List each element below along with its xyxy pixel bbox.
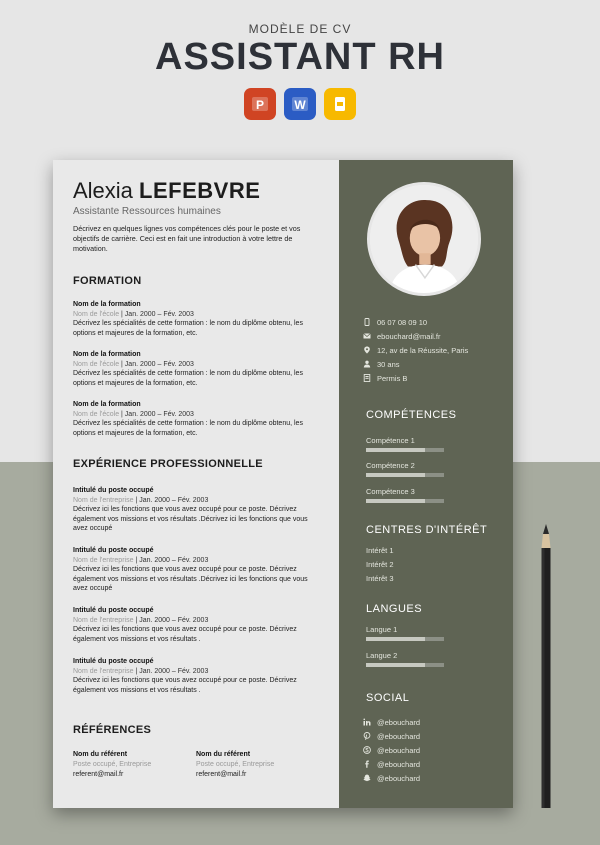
- formation-entry: [73, 300, 323, 338]
- first-name: Alexia: [73, 178, 133, 203]
- skill-bar-fill: [366, 499, 425, 503]
- phone-icon: [363, 317, 377, 327]
- svg-text:P: P: [255, 98, 265, 112]
- entry-meta: [73, 360, 323, 370]
- entry-description: Décrivez les spécialités de cette formation : le nom du diplôme obtenu, les options et majeures de la formation, etc.: [73, 320, 303, 337]
- entry-description: Décrivez ici les fonctions que vous avez occupé pour ce poste. Décrivez également vos missions et vos résultats .: [73, 677, 297, 694]
- skill-bar: [366, 499, 444, 503]
- word-icon[interactable]: [284, 88, 316, 120]
- job-role: Assistante Ressources humaines: [73, 206, 221, 217]
- experience-entry: [73, 606, 323, 644]
- entry-title: Intitulé du poste occupé: [73, 607, 154, 614]
- pinterest-icon: [363, 731, 377, 741]
- entry-dates: | Jan. 2000 – Fév. 2003: [135, 616, 209, 624]
- phone-text: 06 07 08 09 10: [377, 317, 428, 327]
- language-label: Langue 1: [366, 625, 398, 634]
- entry-title: Nom de la formation: [73, 351, 141, 358]
- powerpoint-icon[interactable]: [244, 88, 276, 120]
- language-bar-fill: [366, 663, 425, 667]
- entry-title: Nom de la formation: [73, 301, 141, 308]
- experience-title: EXPÉRIENCE PROFESSIONNELLE: [73, 458, 263, 470]
- skill-bar: [366, 448, 444, 452]
- profile-photo: [367, 182, 481, 296]
- reference-email[interactable]: referent@mail.fr: [73, 771, 124, 778]
- pencil-decoration: [540, 524, 552, 809]
- entry-description: Décrivez les spécialités de cette formation : le nom du diplôme obtenu, les options et majeures de la formation, etc.: [73, 370, 303, 387]
- social-skype[interactable]: [363, 744, 503, 756]
- entry-title: Intitulé du poste occupé: [73, 487, 154, 494]
- skill-bar-fill: [366, 473, 425, 477]
- reference-item: [73, 750, 193, 780]
- social-handle: @ebouchard: [377, 731, 421, 741]
- interest-item: Intérêt 2: [366, 560, 394, 569]
- last-name: LEFEBVRE: [139, 178, 261, 203]
- entry-meta: [73, 410, 323, 420]
- entry-company: Nom de l'entreprise: [73, 556, 134, 564]
- skill-bar: [366, 473, 444, 477]
- language-bar-fill: [366, 637, 425, 641]
- entry-meta: [73, 496, 323, 506]
- reference-email[interactable]: referent@mail.fr: [196, 771, 247, 778]
- entry-description: Décrivez ici les fonctions que vous avez occupé pour ce poste. Décrivez également vos missions et vos résultats .Décrivez ici les fonctions que vous avez occupé: [73, 566, 308, 592]
- contact-license: [363, 372, 503, 384]
- social-handle: @ebouchard: [377, 759, 421, 769]
- entry-description: Décrivez ici les fonctions que vous avez occupé pour ce poste. Décrivez également vos missions et vos résultats .Décrivez ici les fonctions que vous avez occupé: [73, 506, 308, 532]
- skill-bar-fill: [366, 448, 425, 452]
- language-bar: [366, 663, 444, 667]
- contact-age: [363, 358, 503, 370]
- entry-dates: | Jan. 2000 – Fév. 2003: [135, 496, 209, 504]
- entry-school: Nom de l'école: [73, 360, 120, 368]
- interest-item: Intérêt 1: [366, 546, 394, 555]
- license-text: Permis B: [377, 373, 408, 383]
- cv-name: [73, 178, 260, 204]
- entry-title: Nom de la formation: [73, 401, 141, 408]
- mail-icon: [363, 331, 377, 341]
- linkedin-icon: [363, 717, 377, 727]
- skill-label: Compétence 1: [366, 436, 415, 445]
- entry-title: Intitulé du poste occupé: [73, 658, 154, 665]
- interest-item: Intérêt 3: [366, 574, 394, 583]
- cv-main-column: [53, 160, 339, 808]
- location-icon: [363, 345, 377, 355]
- formation-entry: [73, 400, 323, 438]
- facebook-icon: [363, 759, 377, 769]
- entry-dates: | Jan. 2000 – Fév. 2003: [135, 556, 209, 564]
- app-icons: [244, 88, 356, 120]
- references-title: RÉFÉRENCES: [73, 724, 152, 736]
- intro-text: Décrivez en quelques lignes vos compétences clés pour le poste et vos objectifs de carrière. Ceci est en fait une introduction à votre lettre de motivation.: [73, 224, 301, 253]
- skype-icon: [363, 745, 377, 755]
- entry-company: Nom de l'entreprise: [73, 496, 134, 504]
- skill-label: Compétence 3: [366, 487, 415, 496]
- contact-email: [363, 330, 503, 342]
- header-subtitle: MODÈLE DE CV: [248, 22, 352, 36]
- email-text[interactable]: ebouchard@mail.fr: [377, 331, 441, 341]
- entry-meta: [73, 616, 323, 626]
- contact-phone: [363, 316, 503, 328]
- social-handle: @ebouchard: [377, 773, 421, 783]
- entry-company: Nom de l'entreprise: [73, 667, 134, 675]
- social-linkedin[interactable]: [363, 716, 503, 728]
- entry-company: Nom de l'entreprise: [73, 616, 134, 624]
- reference-item: [196, 750, 316, 780]
- reference-name: Nom du référent: [196, 751, 251, 758]
- reference-name: Nom du référent: [73, 751, 128, 758]
- slides-icon[interactable]: [324, 88, 356, 120]
- entry-school: Nom de l'école: [73, 310, 120, 318]
- reference-position: Poste occupé, Entreprise: [73, 761, 152, 768]
- entry-dates: | Jan. 2000 – Fév. 2003: [135, 667, 209, 675]
- language-label: Langue 2: [366, 651, 398, 660]
- reference-position: Poste occupé, Entreprise: [196, 761, 275, 768]
- entry-meta: [73, 667, 323, 677]
- social-pinterest[interactable]: [363, 730, 503, 742]
- experience-entry: [73, 486, 323, 534]
- contact-address: [363, 344, 503, 356]
- entry-dates: | Jan. 2000 – Fév. 2003: [121, 310, 194, 318]
- social-title: SOCIAL: [366, 692, 410, 704]
- cv-sheet: [53, 160, 513, 808]
- experience-entry: [73, 546, 323, 594]
- formation-entry: [73, 350, 323, 388]
- age-text: 30 ans: [377, 359, 400, 369]
- cv-sidebar: [339, 160, 513, 808]
- entry-description: Décrivez ici les fonctions que vous avez occupé pour ce poste. Décrivez également vos missions et vos résultats .: [73, 626, 297, 643]
- entry-dates: | Jan. 2000 – Fév. 2003: [121, 360, 194, 368]
- social-handle: @ebouchard: [377, 717, 421, 727]
- skill-label: Compétence 2: [366, 461, 415, 470]
- entry-meta: [73, 556, 323, 566]
- svg-text:W: W: [294, 98, 306, 112]
- header-title: ASSISTANT RH: [155, 36, 445, 78]
- entry-dates: | Jan. 2000 – Fév. 2003: [121, 410, 194, 418]
- person-icon: [363, 359, 377, 369]
- formation-title: FORMATION: [73, 275, 142, 287]
- social-snapchat[interactable]: [363, 772, 503, 784]
- social-handle: @ebouchard: [377, 745, 421, 755]
- license-icon: [363, 373, 377, 383]
- entry-school: Nom de l'école: [73, 410, 120, 418]
- skills-title: COMPÉTENCES: [366, 409, 457, 421]
- snapchat-icon: [363, 773, 377, 783]
- address-text: 12, av de la Réussite, Paris: [377, 345, 469, 355]
- experience-entry: [73, 657, 323, 695]
- language-bar: [366, 637, 444, 641]
- social-facebook[interactable]: [363, 758, 503, 770]
- entry-meta: [73, 310, 323, 320]
- interests-title: CENTRES D'INTÉRÊT: [366, 524, 488, 536]
- languages-title: LANGUES: [366, 603, 423, 615]
- entry-description: Décrivez les spécialités de cette formation : le nom du diplôme obtenu, les options et majeures de la formation, etc.: [73, 420, 303, 437]
- entry-title: Intitulé du poste occupé: [73, 547, 154, 554]
